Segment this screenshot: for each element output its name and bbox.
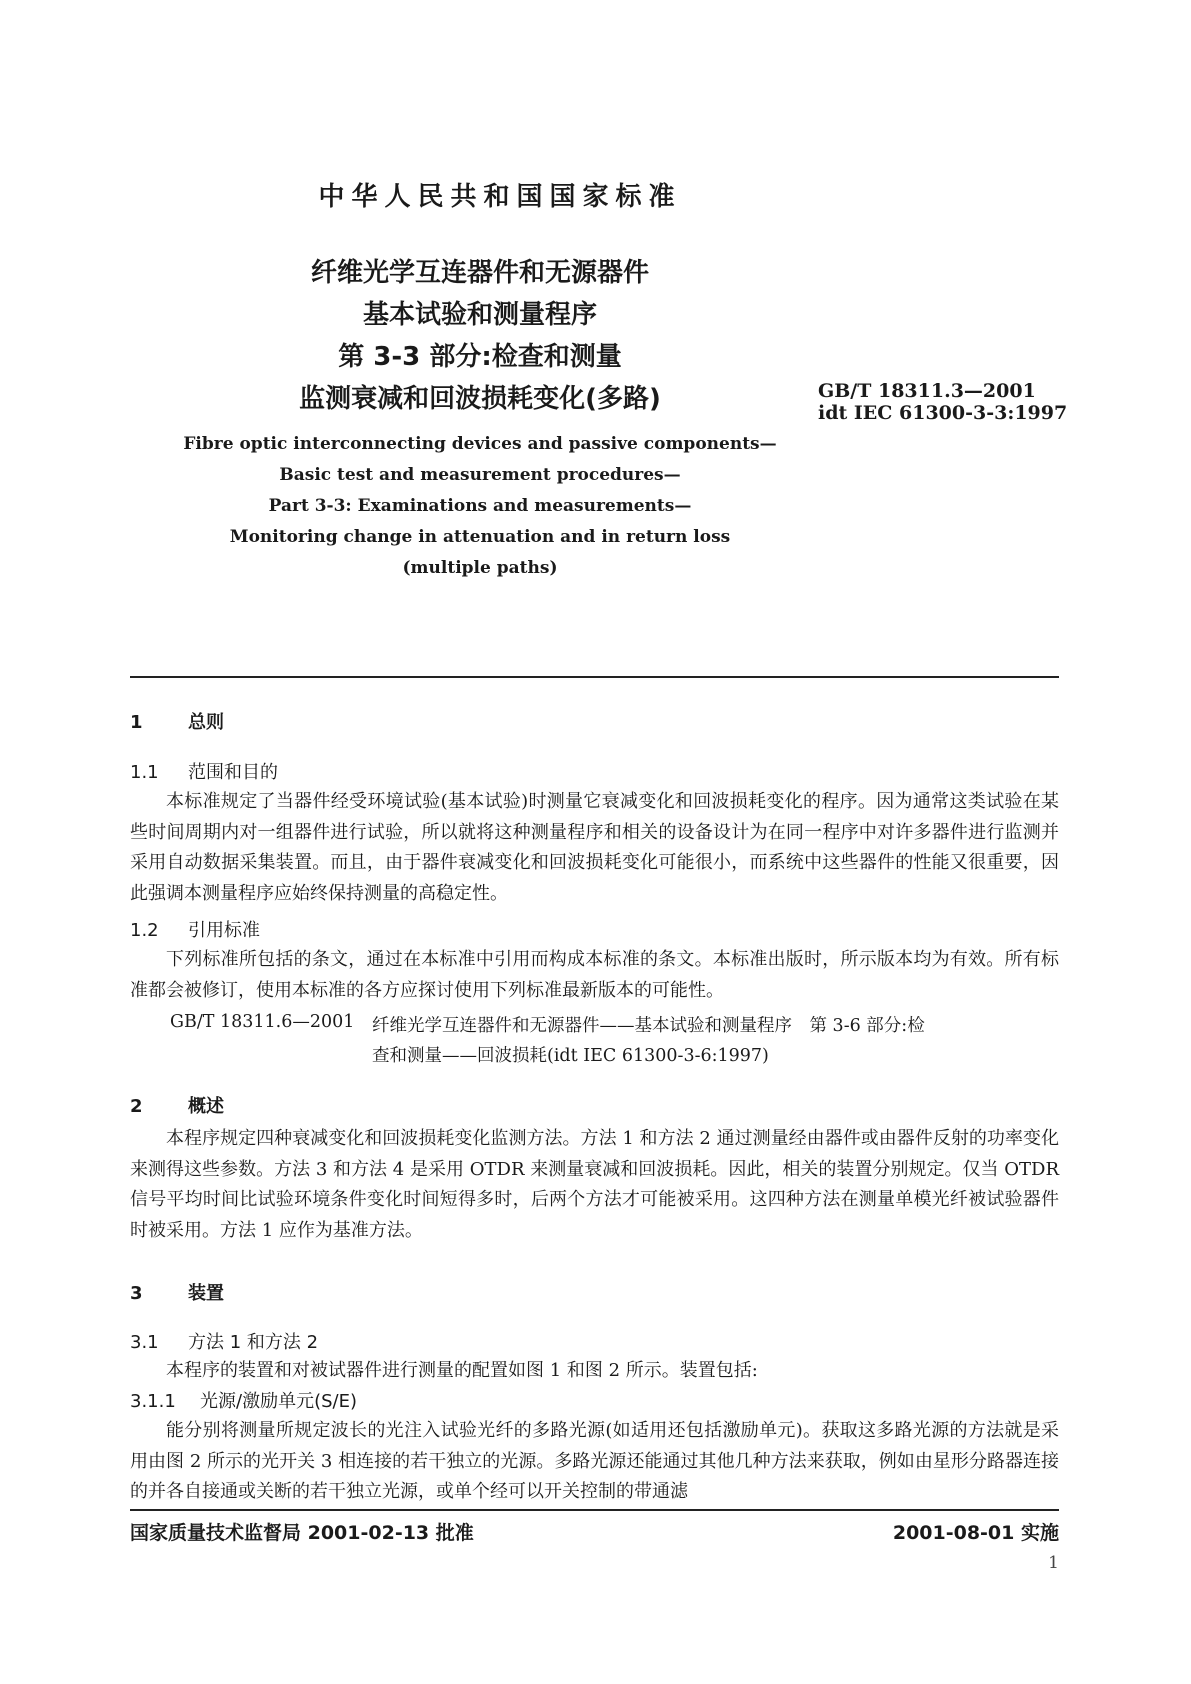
section-3-1-heading — [130, 1328, 318, 1354]
section-number: 1.2 — [130, 920, 159, 941]
cn-title-line-3: 第 3-3 部分:检查和测量 — [338, 342, 622, 372]
section-number: 3.1.1 — [130, 1391, 176, 1412]
standard-number: GB/T 18311.3—2001 — [818, 380, 1036, 402]
section-2-heading — [130, 1092, 224, 1118]
section-title: 总则 — [188, 712, 224, 733]
page-number: 1 — [1048, 1553, 1059, 1573]
cn-title-line-1: 纤维光学互连器件和无源器件 — [310, 258, 649, 288]
reference-title-2: 查和测量——回波损耗(idt IEC 61300-3-6:1997) — [372, 1046, 769, 1066]
section-title: 光源/激励单元(S/E) — [200, 1391, 357, 1412]
section-title: 概述 — [188, 1096, 224, 1117]
section-1-1-heading — [130, 758, 278, 784]
section-number: 1.1 — [130, 762, 159, 783]
section-3-heading — [130, 1279, 224, 1305]
section-3-1-text: 本程序的装置和对被试器件进行测量的配置如图 1 和图 2 所示。装置包括: — [166, 1360, 758, 1381]
section-3-1-1-heading — [130, 1387, 357, 1413]
implementation-date: 2001-08-01 实施 — [892, 1522, 1059, 1544]
section-1-heading — [130, 708, 224, 734]
en-title-line-5: (multiple paths) — [402, 558, 558, 578]
section-title: 装置 — [188, 1283, 224, 1304]
section-title: 方法 1 和方法 2 — [188, 1332, 319, 1353]
section-number: 2 — [130, 1096, 143, 1117]
header-rule — [130, 676, 1059, 678]
footer-rule — [130, 1509, 1059, 1511]
cn-title-line-4: 监测衰减和回波损耗变化(多路) — [299, 384, 661, 414]
section-title: 范围和目的 — [188, 762, 278, 783]
section-1-2-text: 下列标准所包括的条文，通过在本标准中引用而构成本标准的条文。本标准出版时，所示版本均为有效。所有标准都会被修订，使用本标准的各方应探讨使用下列标准最新版本的可能性。 — [130, 949, 1059, 1001]
en-title-line-2: Basic test and measurement procedures— — [279, 465, 681, 485]
section-number: 1 — [130, 712, 143, 733]
idt-reference: idt IEC 61300-3-3:1997 — [818, 402, 1068, 424]
en-title-line-3: Part 3-3: Examinations and measurements— — [268, 496, 692, 516]
section-1-1-text: 本标准规定了当器件经受环境试验(基本试验)时测量它衰减变化和回波损耗变化的程序。因为通常这类试验在某些时间周期内对一组器件进行试验，所以就将这种测量程序和相关的设备设计为在同一程序中对许多器件进行监测并采用自动数据采集装置。而且，由于器件衰减变化和回波损耗变化可能很小，而系统中这些器件的性能又很重要，因此强调本测量程序应始终保持测量的高稳定性。 — [130, 791, 1059, 904]
standard-name: 中华人民共和国国家标准 — [318, 182, 682, 212]
reference-code: GB/T 18311.6—2001 — [170, 1012, 355, 1032]
section-2-text: 本程序规定四种衰减变化和回波损耗变化监测方法。方法 1 和方法 2 通过测量经由器件或由器件反射的功率变化来测得这些参数。方法 3 和方法 4 是采用 OTDR 来测量衰减和回波损耗。因此，相关的装置分别规定。仅当 OTDR 信号平均时间比试验环境条件变化时间短得多时，后两个方法才可能被采用。这四种方法在测量单模光纤被试验器件时被采用。方法 1 应作为基准方法。 — [130, 1128, 1059, 1241]
approval-date: 国家质量技术监督局 2001-02-13 批准 — [130, 1522, 474, 1544]
en-title-line-1: Fibre optic interconnecting devices and passive components— — [183, 434, 777, 454]
standard-number-block — [818, 380, 1067, 424]
section-1-2-heading — [130, 916, 260, 942]
en-title-line-4: Monitoring change in attenuation and in return loss — [229, 527, 731, 547]
section-number: 3.1 — [130, 1332, 159, 1353]
section-3-1-1-text: 能分别将测量所规定波长的光注入试验光纤的多路光源(如适用还包括激励单元)。获取这多路光源的方法就是采用由图 2 所示的光开关 3 相连接的若干独立的光源。多路光源还能通过其他几种方法来获取，例如由星形分路器连接的并各自接通或关断的若干独立光源，或单个经可以开关控制的带通滤 — [130, 1420, 1059, 1502]
section-number: 3 — [130, 1283, 143, 1304]
reference-title-1: 纤维光学互连器件和无源器件——基本试验和测量程序 第 3-6 部分:检 — [372, 1016, 925, 1036]
cn-title-line-2: 基本试验和测量程序 — [362, 300, 597, 330]
section-title: 引用标准 — [188, 920, 260, 941]
